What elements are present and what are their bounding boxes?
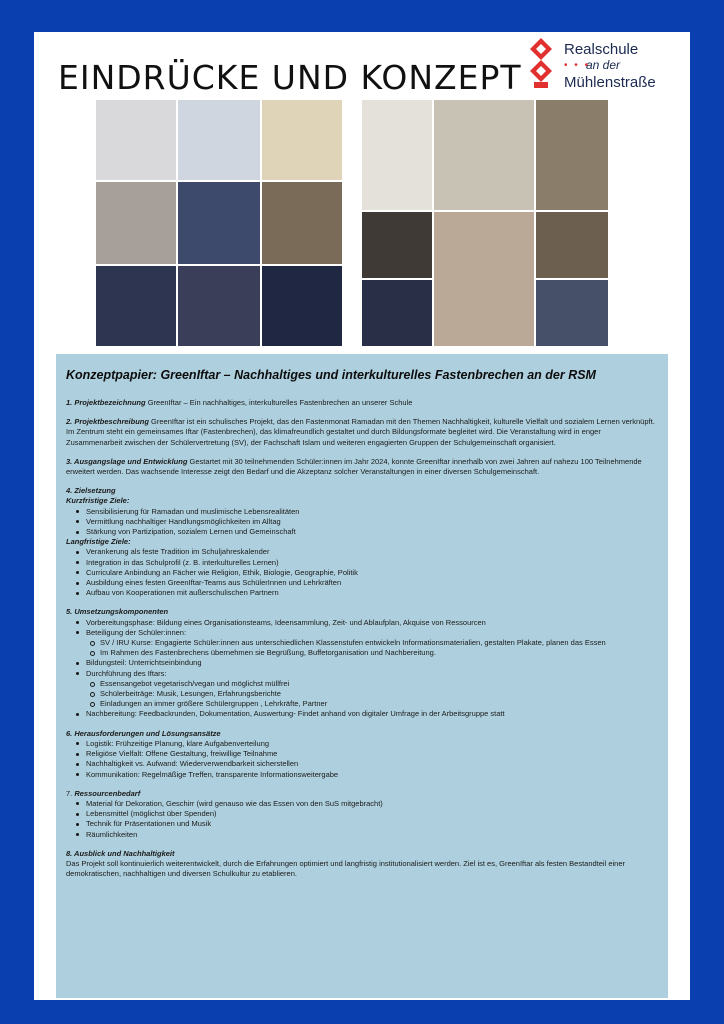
long-term-goals-heading: Langfristige Ziele:	[66, 537, 131, 547]
photo-tile	[262, 100, 342, 180]
list-item: Verankerung als feste Tradition im Schuljahreskalender	[66, 547, 658, 557]
section-1-text: GreenIftar – Ein nachhaltiges, interkulturelles Fastenbrechen an unserer Schule	[145, 398, 413, 407]
photo-tile	[362, 280, 432, 346]
section-7-heading: Ressourcenbedarf	[74, 788, 141, 798]
section-7-number: 7.	[66, 788, 75, 798]
list-item: Lebensmittel (möglichst über Spenden)	[66, 809, 658, 819]
list-item: Vermittlung nachhaltiger Handlungsmöglichkeiten im Alltag	[66, 517, 658, 527]
section-5-heading: 5. Umsetzungskomponenten	[66, 607, 169, 617]
section-3	[66, 457, 658, 477]
implementation-list-end	[66, 709, 658, 719]
photo-tile	[178, 100, 260, 180]
photo-tile	[178, 182, 260, 264]
section-1	[66, 398, 658, 408]
section-1-heading: 1. Projektbezeichnung	[66, 398, 146, 407]
list-item: Ausbildung eines festen GreenIftar-Teams aus SchülerInnen und Lehrkräften	[66, 578, 658, 588]
concept-panel	[56, 354, 668, 998]
photo-collage-left	[96, 100, 342, 346]
implementation-list	[66, 618, 658, 638]
section-5	[66, 607, 658, 719]
section-4-heading: 4. Zielsetzung	[66, 486, 116, 496]
photo-tile	[434, 212, 534, 346]
list-item: Curriculare Anbindung an Fächer wie Religion, Ethik, Biologie, Geographie, Politik	[66, 568, 658, 578]
list-item: Stärkung von Partizipation, sozialem Lernen und Gemeinschaft	[66, 527, 658, 537]
photo-tile	[536, 100, 608, 210]
list-item: Sensibilisierung für Ramadan und muslimische Lebensrealitäten	[66, 507, 658, 517]
photo-tile	[178, 266, 260, 346]
section-2-heading: 2. Projektbeschreibung	[66, 417, 149, 427]
concept-title: Konzeptpapier: GreenIftar – Nachhaltiges und interkulturelles Fastenbrechen an der RSM	[66, 368, 596, 382]
section-6	[66, 729, 658, 780]
list-item: Kommunikation: Regelmäßige Treffen, transparente Informationsweitergabe	[66, 770, 658, 780]
implementation-list-cont	[66, 658, 658, 678]
list-item: Material für Dekoration, Geschirr (wird genauso wie das Essen von den SuS mitgebracht)	[66, 799, 658, 809]
poster-page	[34, 32, 690, 1000]
section-6-heading: 6. Herausforderungen und Lösungsansätze	[66, 728, 221, 738]
section-8-text: Das Projekt soll kontinuierlich weiterentwickelt, durch die Erfahrungen optimiert und langfristig institutionalisiert werden. Ziel ist es, GreenIftar als festen Bestandteil einer demokratischen, nachhaltigen und diversen Schulkultur zu etablieren.	[66, 858, 626, 879]
photo-tile	[536, 280, 608, 346]
short-term-goals-list	[66, 507, 658, 538]
section-2	[66, 417, 658, 448]
long-term-goals-list	[66, 547, 658, 598]
logo-text-realschule: Realschule	[564, 41, 639, 58]
list-item: Logistik: Frühzeitige Planung, klare Aufgabenverteilung	[66, 739, 658, 749]
resources-list	[66, 799, 658, 840]
logo-text-an-der: an der	[586, 58, 621, 72]
photo-tile	[362, 212, 432, 278]
photo-tile	[434, 100, 534, 210]
list-item: Nachbereitung: Feedbackrunden, Dokumentation, Auswertung- Findet anhand von digitaler Umfrage in der Arbeitsgruppe statt	[66, 709, 658, 719]
sub-list-item: Schülerbeiträge: Musik, Lesungen, Erfahrungsberichte	[66, 689, 658, 699]
sub-list-item: Einladungen an immer größere Schülergruppen , Lehrkräfte, Partner	[66, 699, 658, 709]
section-8-heading: 8. Ausblick und Nachhaltigkeit	[66, 848, 175, 858]
photo-tile	[536, 212, 608, 278]
logo-dots: • • •	[564, 60, 591, 71]
section-7	[66, 789, 658, 840]
list-item: Räumlichkeiten	[66, 830, 658, 840]
sub-list-item: Im Rahmen des Fastenbrechens übernehmen sie Begrüßung, Buffetorganisation und Nachbereitung.	[66, 648, 658, 658]
challenges-list	[66, 739, 658, 780]
page-title: EINDRÜCKE UND KONZEPT	[58, 58, 522, 97]
sub-list-item: SV / IRU Kurse: Engagierte Schüler:innen aus unterschiedlichen Klassenstufen entwickeln Informationsmaterialien, gestalten Plakate, planen das Essen	[66, 638, 658, 648]
photo-tile	[96, 100, 176, 180]
school-logo	[528, 36, 678, 94]
short-term-goals-heading: Kurzfristige Ziele:	[66, 496, 130, 506]
section-8	[66, 849, 658, 880]
school-logo-icon	[530, 38, 552, 90]
section-2-text: GreenIftar ist ein schulisches Projekt, das den Fastenmonat Ramadan mit den Themen Nachhaltigkeit, kulturelle Vielfalt und sozialem Lernen verknüpft. Im Zentrum steht ein gemeinsames Iftar (Fastenbrechen), das klimafreundlich gestaltet und durch Bildungsformate begleitet wird. Die Veranstaltung wird in enger Zusammenarbeit zwischen der Schülervertretung (SV), der Fachschaft Islam und weiteren engagierten Gruppen der Schulgemeinschaft organisiert.	[66, 417, 655, 447]
section-7-heading-line	[66, 789, 658, 799]
list-item: Vorbereitungsphase: Bildung eines Organisationsteams, Ideensammlung, Zeit- und Ablaufplan, Akquise von Ressourcen	[66, 618, 658, 628]
list-item: Integration in das Schulprofil (z. B. interkulturelles Lernen)	[66, 558, 658, 568]
list-item: Religiöse Vielfalt: Offene Gestaltung, freiwillige Teilnahme	[66, 749, 658, 759]
section-3-heading: 3. Ausgangslage und Entwicklung	[66, 456, 188, 466]
sub-list-item: Essensangebot vegetarisch/vegan und möglichst müllfrei	[66, 679, 658, 689]
photo-tile	[262, 266, 342, 346]
iftar-execution-sublist	[66, 679, 658, 710]
list-item: Durchführung des Iftars:	[66, 669, 658, 679]
list-item: Aufbau von Kooperationen mit außerschulischen Partnern	[66, 588, 658, 598]
list-item: Beteiligung der Schüler:innen:	[66, 628, 658, 638]
photo-tile	[362, 100, 432, 210]
photo-tile	[96, 182, 176, 264]
photo-tile	[96, 266, 176, 346]
list-item: Technik für Präsentationen und Musik	[66, 819, 658, 829]
photo-collage-right	[362, 100, 608, 346]
logo-text-muehlenstrasse: Mühlenstraße	[564, 74, 656, 91]
photo-tile	[262, 182, 342, 264]
list-item: Bildungsteil: Unterrichtseinbindung	[66, 658, 658, 668]
section-3-text: Gestartet mit 30 teilnehmenden Schüler:innen im Jahr 2024, konnte GreenIftar innerhalb von zwei Jahren auf nahezu 100 Teilnehmende erweitert werden. Das wachsende Interesse zeigt den Bedarf und die Akzeptanz solcher Veranstaltungen in einer diversen Schulgemeinschaft.	[66, 456, 642, 477]
section-4	[66, 486, 658, 598]
student-participation-sublist	[66, 638, 658, 658]
list-item: Nachhaltigkeit vs. Aufwand: Wiederverwendbarkeit sicherstellen	[66, 759, 658, 769]
